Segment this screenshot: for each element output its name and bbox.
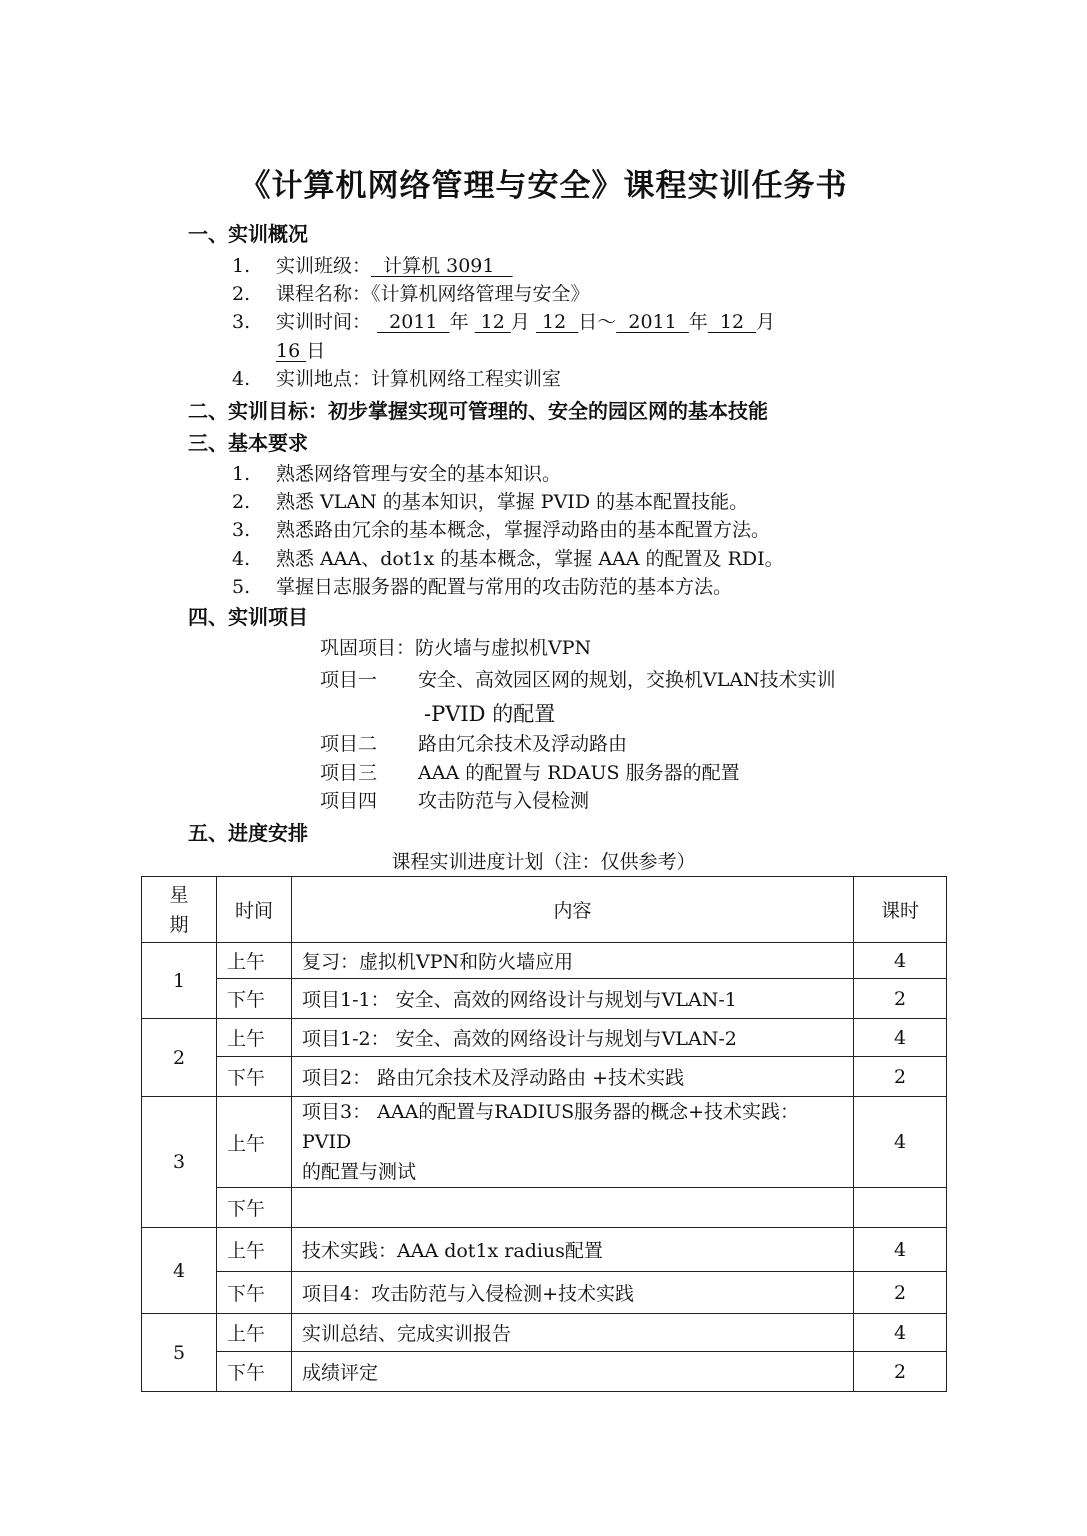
time-cell: 下午 [217,1352,292,1392]
table-row [142,1019,947,1057]
content-cell: 技术实践：AAA dot1x radius配置 [292,1228,854,1272]
hours-cell: 2 [854,1272,947,1314]
overview-place: 4. 实训地点：计算机网络工程实训室 [232,368,562,390]
overview-time-cont: 16 日 [276,340,326,362]
content-cell: 项目4：攻击防范与入侵检测+技术实践 [292,1272,854,1314]
schedule-table [141,876,947,1392]
time-cell: 上午 [217,943,292,979]
time-cell: 上午 [217,1228,292,1272]
content-cell: 项目2： 路由冗余技术及浮动路由 +技术实践 [292,1057,854,1097]
schedule-caption: 课程实训进度计划（注：仅供参考） [391,851,696,873]
content-cell [292,1188,854,1228]
time-cell: 上午 [217,1097,292,1188]
time-cell: 下午 [217,1057,292,1097]
hours-cell: 4 [854,1019,947,1057]
table-row [142,1057,947,1097]
section-heading-overview: 一、实训概况 [188,222,308,246]
project-2: 项目二 路由冗余技术及浮动路由 [320,733,628,755]
section-heading-goal: 二、实训目标：初步掌握实现可管理的、安全的园区网的基本技能 [188,399,768,423]
requirement-item: 1. 熟悉网络管理与安全的基本知识。 [232,463,562,485]
content-cell: 实训总结、完成实训报告 [292,1314,854,1352]
section-heading-requirements: 三、基本要求 [188,431,308,455]
header-day: 星 期 [142,877,217,943]
project-consolidate: 巩固项目：防火墙与虚拟机VPN [320,637,592,659]
time-cell: 下午 [217,979,292,1019]
time-cell: 上午 [217,1019,292,1057]
hours-cell: 2 [854,979,947,1019]
project-1-cont: -PVID 的配置 [424,702,556,726]
hours-cell [854,1188,947,1228]
day-cell: 2 [142,1019,217,1097]
table-row [142,1188,947,1228]
table-header-row [142,877,947,943]
section-heading-schedule: 五、进度安排 [188,821,308,845]
requirement-item: 5. 掌握日志服务器的配置与常用的攻击防范的基本方法。 [232,576,733,598]
header-hours: 课时 [854,877,947,943]
project-4: 项目四 攻击防范与入侵检测 [320,790,590,812]
table-row [142,943,947,979]
hours-cell: 4 [854,943,947,979]
project-1: 项目一 安全、高效园区网的规划，交换机VLAN技术实训 [320,669,836,691]
hours-cell: 4 [854,1314,947,1352]
day-cell: 5 [142,1314,217,1392]
requirement-item: 3. 熟悉路由冗余的基本概念，掌握浮动路由的基本配置方法。 [232,519,771,541]
time-cell: 下午 [217,1188,292,1228]
table-row [142,1097,947,1188]
hours-cell: 4 [854,1228,947,1272]
content-cell: 成绩评定 [292,1352,854,1392]
class-value: 计算机 3091 [371,255,513,277]
day-cell: 4 [142,1228,217,1314]
table-row [142,1352,947,1392]
content-cell: 项目1-2： 安全、高效的网络设计与规划与VLAN-2 [292,1019,854,1057]
header-time: 时间 [217,877,292,943]
table-row [142,1272,947,1314]
table-row [142,1314,947,1352]
requirement-item: 2. 熟悉 VLAN 的基本知识，掌握 PVID 的基本配置技能。 [232,491,749,513]
content-cell: 项目3： AAA的配置与RADIUS服务器的概念+技术实践：PVID 的配置与测试 [292,1097,854,1188]
day-cell: 3 [142,1097,217,1228]
project-3: 项目三 AAA 的配置与 RDAUS 服务器的配置 [320,762,740,784]
hours-cell: 4 [854,1097,947,1188]
table-row [142,1228,947,1272]
overview-class: 1. 实训班级： 计算机 3091 [232,255,513,277]
table-row [142,979,947,1019]
content-cell: 复习：虚拟机VPN和防火墙应用 [292,943,854,979]
overview-course: 2. 课程名称：《计算机网络管理与安全》 [232,283,590,305]
time-cell: 下午 [217,1272,292,1314]
content-cell: 项目1-1： 安全、高效的网络设计与规划与VLAN-1 [292,979,854,1019]
day-cell: 1 [142,943,217,1019]
overview-time: 3. 实训时间： 2011 年 12 月 12 日～ 2011 年 12 月 [232,311,776,333]
requirement-item: 4. 熟悉 AAA、dot1x 的基本概念，掌握 AAA 的配置及 RDI。 [232,548,784,570]
section-heading-projects: 四、实训项目 [188,605,308,629]
hours-cell: 2 [854,1352,947,1392]
header-content: 内容 [292,877,854,943]
document-title: 《计算机网络管理与安全》课程实训任务书 [239,168,848,204]
hours-cell: 2 [854,1057,947,1097]
time-cell: 上午 [217,1314,292,1352]
